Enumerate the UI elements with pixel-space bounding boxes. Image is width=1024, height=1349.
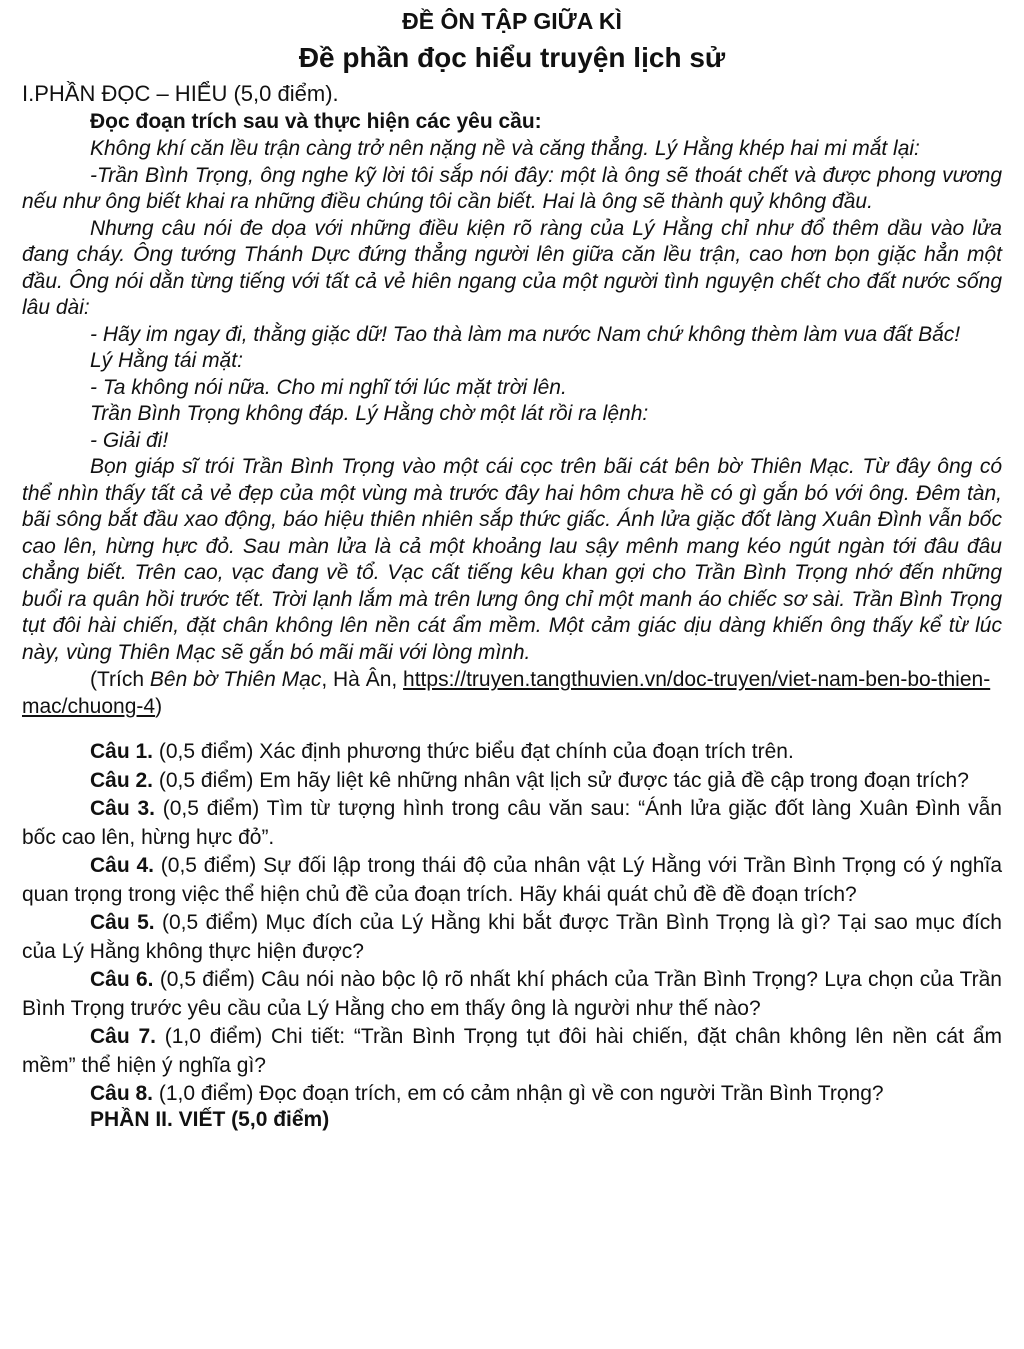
passage-paragraph: Bọn giáp sĩ trói Trần Bình Trọng vào một cái cọc trên bãi cát bên bờ Thiên Mạc. Từ đây ông có thể nhìn thấy tất cả vẻ đẹp của một vùng mà trước đây hai hôm chưa hề có gì gắn bó với ông. Đêm tàn, bãi sông bắt đầu xao động, báo hiệu thiên nhiên sắp thức giấc. Ánh lửa giặc đốt làng Xuân Đình vẫn bốc cao lên, hừng hực đỏ. Sau màn lửa là cả một khoảng lau sậy mênh mang kéo ngút ngàn tới đâu đâu chẳng biết. Trên cao, vạc đang về tổ. Vạc cất tiếng kêu khan gợi cho Trần Bình Trọng nhớ đến những buổi ra quân hồi trước tết. Trời lạnh lắm mà trên lưng ông chỉ một manh áo chiếc sơ sài. Trần Bình Trọng tụt đôi hài chiến, đặt chân không lên nền cát ẩm mềm. Một cảm giác dịu dàng khiến ông thấy kể từ lúc này, vùng Thiên Mạc sẽ gắn bó mãi mãi với lòng mình. [22, 455, 1002, 664]
source-link[interactable]: https://truyen.tangthuvien.vn/doc-truyen/viet-nam-ben-bo-thien-mac/chuong-4 [22, 668, 991, 718]
question-text: (0,5 điểm) Sự đối lập trong thái độ của nhân vật Lý Hằng với Trần Bình Trọng có ý nghĩa quan trọng trong việc thể hiện chủ đề của đoạn trích. Hãy khái quát chủ đề đề đoạn trích? [22, 854, 1002, 906]
passage-paragraph: Trần Bình Trọng không đáp. Lý Hằng chờ một lát rồi ra lệnh: [90, 402, 649, 425]
reading-instruction: Đọc đoạn trích sau và thực hiện các yêu cầu: [90, 110, 542, 133]
question-text: (1,0 điểm) Chi tiết: “Trần Bình Trọng tụt đôi hài chiến, đặt chân không lên nền cát ẩm mềm” thể hiện ý nghĩa gì? [22, 1025, 1002, 1077]
question-label: Câu 3. [90, 797, 155, 820]
passage-paragraph: Lý Hằng tái mặt: [90, 349, 243, 372]
question-item [22, 852, 1002, 909]
question-item [22, 738, 1002, 767]
passage-paragraph: - Giải đi! [90, 428, 169, 452]
section-2-heading: PHẦN II. VIẾT (5,0 điểm) [90, 1107, 330, 1131]
source-prefix: (Trích [90, 668, 150, 691]
question-label: Câu 8. [90, 1082, 154, 1105]
passage-paragraph: Nhưng câu nói đe dọa với những điều kiện rõ ràng của Lý Hằng chỉ như đổ thêm dầu vào lửa đang cháy. Ông tướng Thánh Dực đứng thẳng người lên giữa căn lều trận, cao hơn bọn giặc hẳn một đầu. Ông nói dằn từng tiếng với tất cả vẻ hiên ngang của một người tình nguyện chết cho đất nước sống lâu dài: [22, 216, 1002, 319]
passage-paragraph: Không khí căn lều trận càng trở nên nặng nề và căng thẳng. Lý Hằng khép hai mi mắt lại: [90, 137, 920, 160]
question-item [22, 966, 1002, 1023]
passage-paragraph: -Trần Bình Trọng, ông nghe kỹ lời tôi sắp nói đây: một là ông sẽ thoát chết và được phong vương nếu như ông biết khai ra những điều chúng tôi cần biết. Hai là ông sẽ thành quỷ không đầu. [22, 163, 1002, 213]
section-heading [22, 80, 1002, 108]
question-label: Câu 7. [90, 1025, 156, 1048]
question-text: (0,5 điểm) Em hãy liệt kê những nhân vật lịch sử được tác giả đề cập trong đoạn trích? [153, 768, 969, 792]
passage-paragraph: - Ta không nói nữa. Cho mi nghĩ tới lúc mặt trời lên. [90, 375, 567, 399]
section-1-heading: I.PHẦN ĐỌC – HIỂU (5,0 điểm). [22, 81, 339, 106]
question-item [22, 767, 1002, 796]
question-text: (1,0 điểm) Đọc đoạn trích, em có cảm nhận gì về con người Trần Bình Trọng? [153, 1082, 884, 1105]
passage [22, 136, 1002, 666]
page-title: ĐỀ ÔN TẬP GIỮA KÌ [402, 8, 622, 34]
page-subtitle: Đề phần đọc hiểu truyện lịch sử [298, 42, 726, 73]
question-text: (0,5 điểm) Mục đích của Lý Hằng khi bắt được Trần Bình Trọng là gì? Tại sao mục đích của Lý Hằng không thực hiện được? [22, 911, 1002, 963]
question-item [22, 1080, 1002, 1109]
question-label: Câu 5. [90, 911, 155, 934]
question-label: Câu 4. [90, 854, 154, 877]
question-item [22, 795, 1002, 852]
question-item [22, 909, 1002, 966]
question-item [22, 1023, 1002, 1080]
question-list [22, 738, 1002, 1109]
question-text: (0,5 điểm) Câu nói nào bộc lộ rõ nhất khí phách của Trần Bình Trọng? Lựa chọn của Trần Bình Trọng trước yêu cầu của Lý Hằng cho em thấy ông là người như thế nào? [22, 968, 1002, 1020]
question-text: (0,5 điểm) Tìm từ tượng hình trong câu văn sau: “Ánh lửa giặc đốt làng Xuân Đình vẫn bốc cao lên, hừng hực đỏ”. [22, 797, 1002, 849]
source-suffix: ) [155, 695, 163, 718]
question-label: Câu 6. [90, 968, 154, 991]
source-citation [22, 666, 1002, 720]
question-text: (0,5 điểm) Xác định phương thức biểu đạt chính của đoạn trích trên. [153, 740, 794, 763]
question-label: Câu 2. [90, 768, 154, 792]
passage-paragraph: - Hãy im ngay đi, thằng giặc dữ! Tao thà làm ma nước Nam chứ không thèm làm vua đất Bắc! [90, 322, 961, 346]
source-work-title: Bên bờ Thiên Mạc [149, 668, 322, 691]
source-author: , Hà Ân, [321, 668, 404, 691]
question-label: Câu 1. [90, 740, 154, 763]
